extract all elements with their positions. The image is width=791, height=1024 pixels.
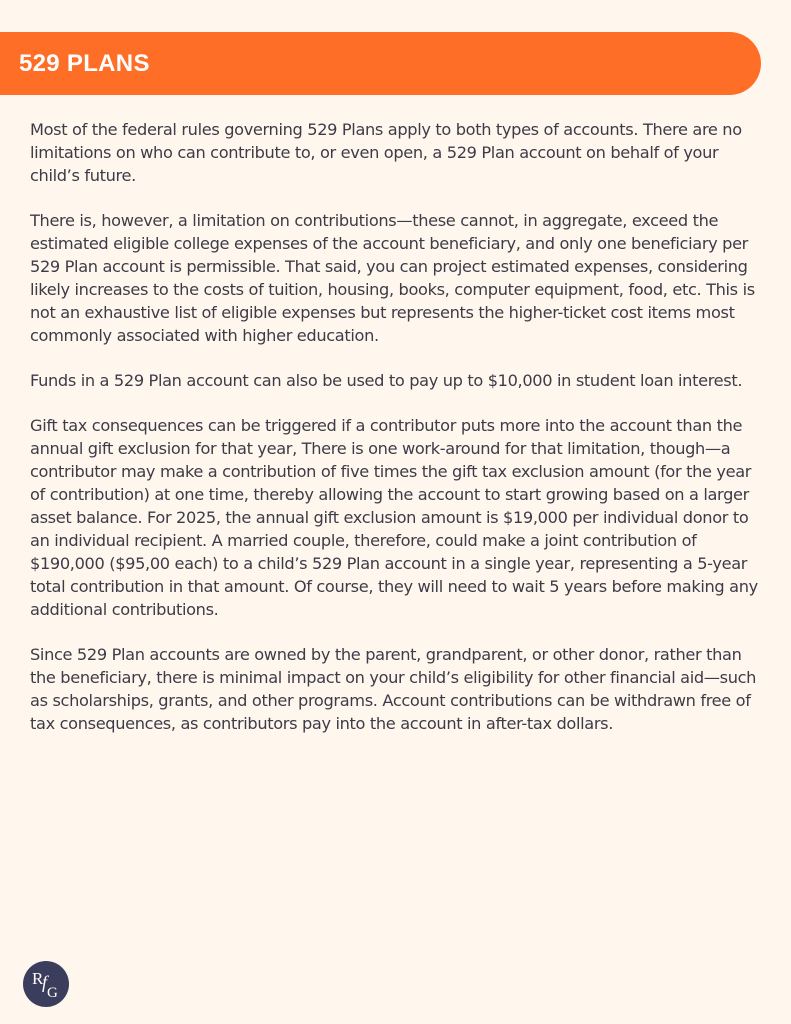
paragraph-gift-tax: Gift tax consequences can be triggered if a contributor puts more into the account than the annual gift exclusion for that year, There is one work-around for that limitation, though—a contributor may make a contribution of five times the gift tax exclusion amount (for the year of contribution) at one time, thereby allowing the account to start growing based on a larger asset balance. For 2025, the annual gift exclusion amount is $19,000 per individual donor to an individual recipient. A married couple, therefore, could make a joint contribution of $190,000 ($95,00 each) to a child’s 529 Plan account in a single year, representing a 5-year total contribution in that amount. Of course, they will need to wait 5 years before making any additional contributions.	[30, 416, 758, 619]
svg-text:G: G	[47, 985, 58, 1001]
page-title: 529 PLANS	[19, 49, 150, 77]
body-content	[30, 118, 770, 757]
paragraph-financial-aid: Since 529 Plan accounts are owned by the parent, grandparent, or other donor, rather than the beneficiary, there is minimal impact on your child’s eligibility for other financial aid—such as scholarships, grants, and other programs. Account contributions can be withdrawn free of tax consequences, as contributors pay into the account in after-tax dollars.	[30, 645, 757, 733]
svg-text:R: R	[32, 969, 44, 988]
paragraph-federal-rules: Most of the federal rules governing 529 Plans apply to both types of accounts. There are no limitations on who can contribute to, or even open, a 529 Plan account on behalf of your child’s future.	[30, 120, 742, 185]
rfg-monogram-icon	[26, 964, 66, 1004]
paragraph-contribution-limitation: There is, however, a limitation on contributions—these cannot, in aggregate, exceed the estimated eligible college expenses of the account beneficiary, and only one beneficiary per 529 Plan account is permissible. That said, you can project estimated expenses, considering likely increases to the costs of tuition, housing, books, computer equipment, food, etc. This is not an exhaustive list of eligible expenses but represents the higher-ticket cost items most commonly associated with higher education.	[30, 211, 755, 345]
paragraph-student-loan-interest: Funds in a 529 Plan account can also be used to pay up to $10,000 in student loan interest.	[30, 371, 743, 390]
rfg-logo-icon	[23, 961, 69, 1007]
section-header-bar	[0, 32, 761, 95]
svg-text:f: f	[42, 972, 48, 992]
